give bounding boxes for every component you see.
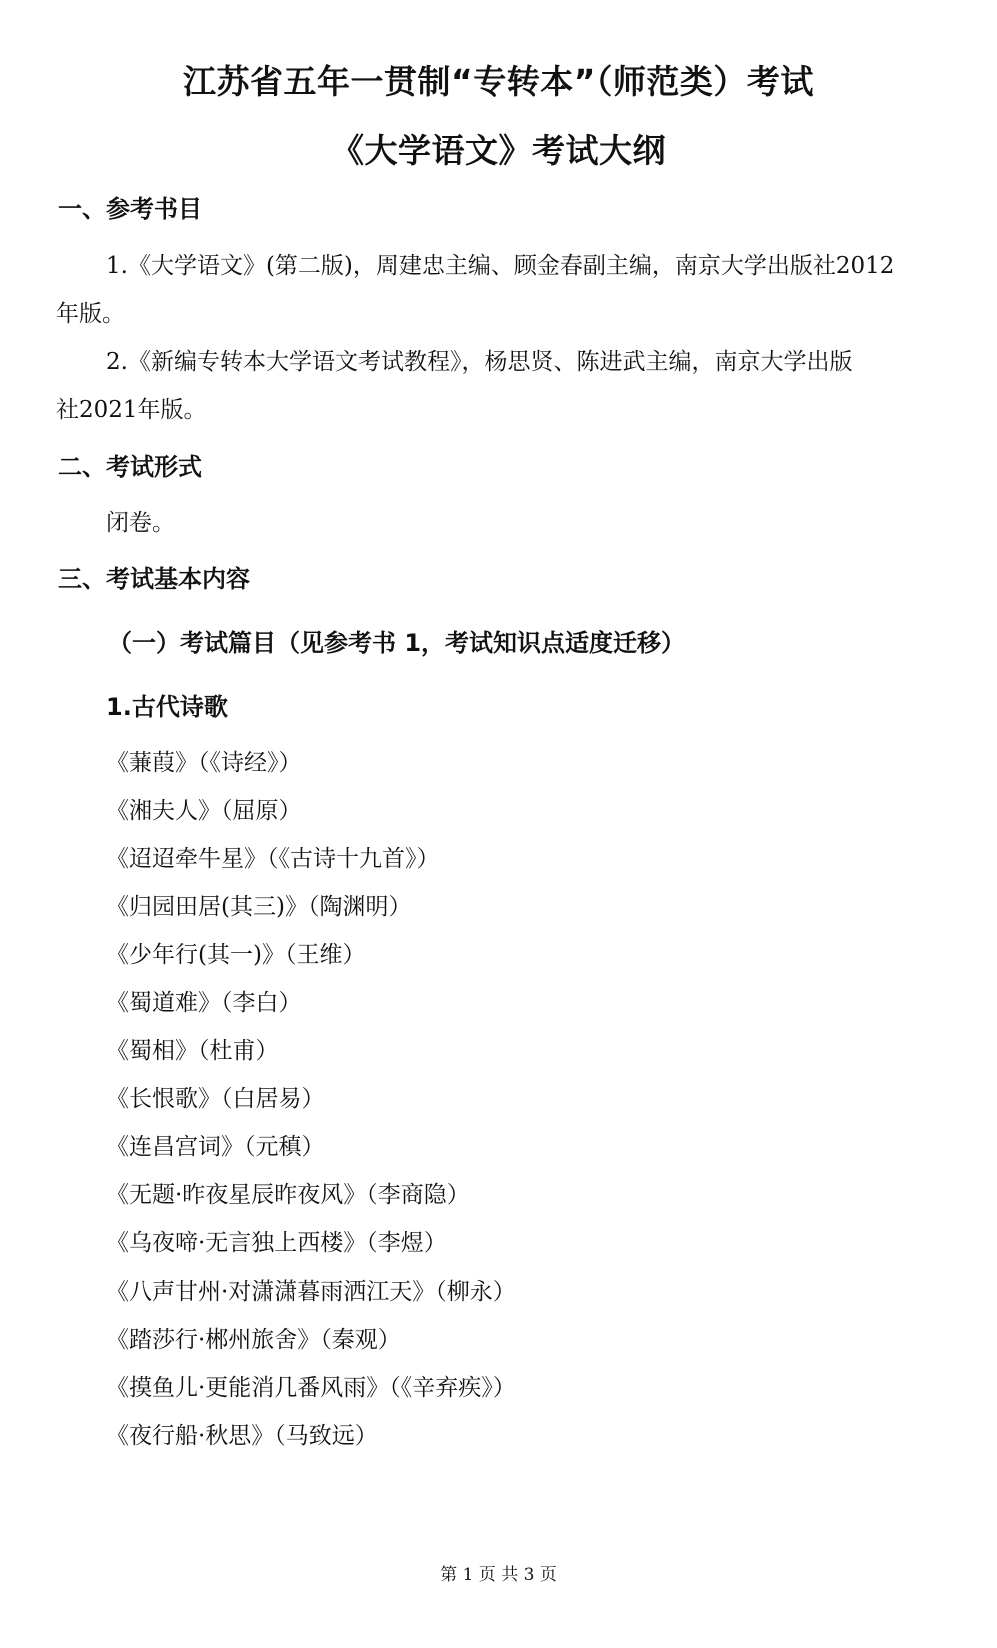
section-2-heading: 二、考试形式 [58, 453, 202, 481]
poem-item: 《蜀相》（杜甫） [106, 1038, 279, 1064]
ancient-poetry-heading: 1.古代诗歌 [106, 693, 228, 721]
poem-item: 《归园田居(其三)》（陶渊明） [106, 894, 412, 920]
subsection-exam-texts-heading: （一）考试篇目（见参考书 1，考试知识点适度迁移） [108, 629, 686, 657]
poem-item: 《乌夜啼·无言独上西楼》（李煜） [106, 1230, 447, 1256]
document-title-line-1: 江苏省五年一贯制“专转本”（师范类）考试 [183, 62, 814, 101]
poem-item: 《夜行船·秋思》（马致远） [106, 1423, 378, 1449]
section-3-heading: 三、考试基本内容 [58, 565, 250, 593]
poem-item: 《长恨歌》（白居易） [106, 1086, 325, 1112]
exam-format-text: 闭卷。 [106, 510, 175, 536]
reference-book-2-line-2: 社2021年版。 [56, 397, 207, 423]
poem-item: 《踏莎行·郴州旅舍》（秦观） [106, 1327, 401, 1353]
poem-item: 《蜀道难》（李白） [106, 990, 302, 1016]
poem-item: 《无题·昨夜星辰昨夜风》（李商隐） [106, 1182, 470, 1208]
document-title-line-2: 《大学语文》考试大纲 [331, 131, 666, 170]
poem-item: 《八声甘州·对潇潇暮雨洒江天》（柳永） [106, 1279, 516, 1305]
page-number-footer: 第 1 页 共 3 页 [440, 1565, 557, 1585]
poem-item: 《少年行(其一)》（王维） [106, 942, 366, 968]
section-1-heading: 一、参考书目 [58, 195, 202, 223]
poem-item: 《摸鱼儿·更能消几番风雨》（《辛弃疾》） [106, 1375, 516, 1401]
poem-item: 《湘夫人》（屈原） [106, 798, 302, 824]
poem-item: 《连昌宫词》（元稹） [106, 1134, 325, 1160]
reference-book-1-line-2: 年版。 [56, 301, 125, 327]
reference-book-1-line-1: 1.《大学语文》(第二版)，周建忠主编、顾金春副主编，南京大学出版社2012 [106, 253, 895, 279]
poem-item: 《迢迢牵牛星》（《古诗十九首》） [106, 846, 440, 872]
poem-item: 《蒹葭》（《诗经》） [106, 750, 302, 776]
reference-book-2-line-1: 2.《新编专转本大学语文考试教程》，杨思贤、陈进武主编，南京大学出版 [106, 349, 853, 375]
